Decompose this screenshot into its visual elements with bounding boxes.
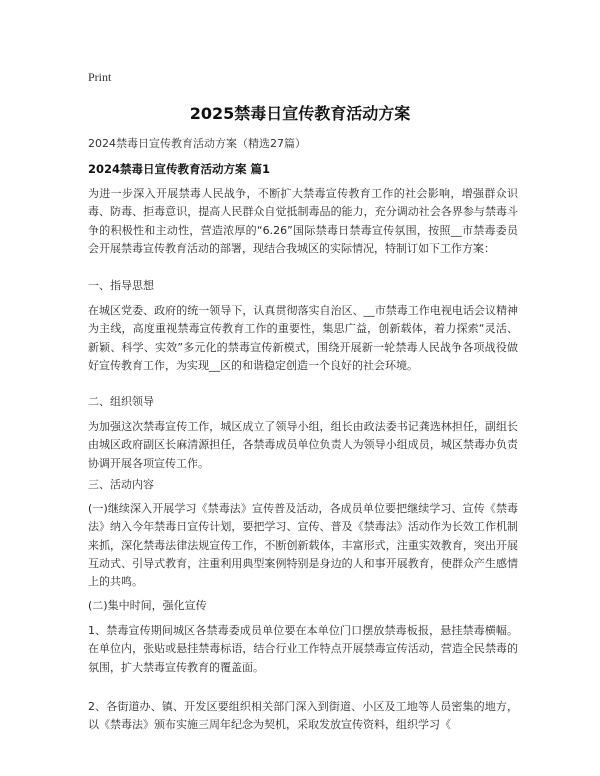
paragraph-activity-2-item-1: 1、禁毒宣传期间城区各禁毒委成员单位要在本单位门口摆放禁毒板报，悬挂禁毒横幅。在单位内，张贴或悬挂禁毒标语，结合行业工作特点开展禁毒宣传活动，营造全民禁毒的氛围，扩大禁毒宣传教育的覆盖面。 (88, 624, 518, 674)
paragraph-activity-2-item-2: 2、各街道办、镇、开发区要组织相关部门深入到街道、小区及工地等人员密集的地方，以《禁毒法》颁布实施三周年纪念为契机，采取发放宣传资料，组织学习《 (88, 700, 518, 732)
paragraph-intro: 为进一步深入开展禁毒人民战争，不断扩大禁毒宣传教育工作的社会影响，增强群众识毒、防毒、拒毒意识，提高人民群众自觉抵制毒品的能力，充分调动社会各界参与禁毒斗争的积极性和主动性，营造浓厚的“6.26”国际禁毒日禁毒宣传氛围，按照__市禁毒委员会开展禁毒宣传教育活动的部署，现结合我城区的实际情况，特制订如下工作方案： (88, 187, 518, 255)
paragraph-guiding-ideology: 在城区党委、政府的统一领导下，认真贯彻落实自治区、__市禁毒工作电视电话会议精神为主线，高度重视禁毒宣传教育工作的重要性，集思广益，创新载体，着力探索“灵活、新颖、科学、实效”多元化的禁毒宣传新模式，围绕开展新一轮禁毒人民战争各项战役做好宣传教育工作，为实现__区的和谐稳定创造一个良好的社会环境。 (88, 304, 518, 372)
paragraph-activity-1: (一)继续深入开展学习《禁毒法》宣传普及活动，各成员单位要把继续学习、宣传《禁毒法》纳入今年禁毒日宣传计划，要把学习、宣传、普及《禁毒法》活动作为长效工作机制来抓，深化禁毒法律法规宣传工作，不断创新载体，丰富形式，注重实效教育，突出开展互动式、引导式教育，注重利用典型案例特别是身边的人和事开展教育，使群众产生感情上的共鸣。 (88, 502, 518, 589)
heading-organization: 二、组织领导 (88, 395, 154, 408)
paragraph-organization: 为加强这次禁毒宣传工作，城区成立了领导小组，组长由政法委书记龚选林担任，副组长由城区政府副区长麻清源担任，各禁毒成员单位负责人为领导小组成员，城区禁毒办负责协调开展各项宣传工作。 (88, 420, 518, 470)
heading-guiding-ideology: 一、指导思想 (88, 279, 154, 292)
heading-activities: 三、活动内容 (88, 478, 154, 491)
section-title: 2024禁毒日宣传教育活动方案 篇1 (88, 162, 271, 176)
heading-activity-2: (二)集中时间，强化宣传 (88, 599, 207, 612)
document-subtitle: 2024禁毒日宣传教育活动方案（精选27篇） (88, 137, 306, 150)
print-label[interactable]: Print (88, 70, 112, 84)
document-title: 2025禁毒日宣传教育活动方案 (189, 104, 411, 123)
